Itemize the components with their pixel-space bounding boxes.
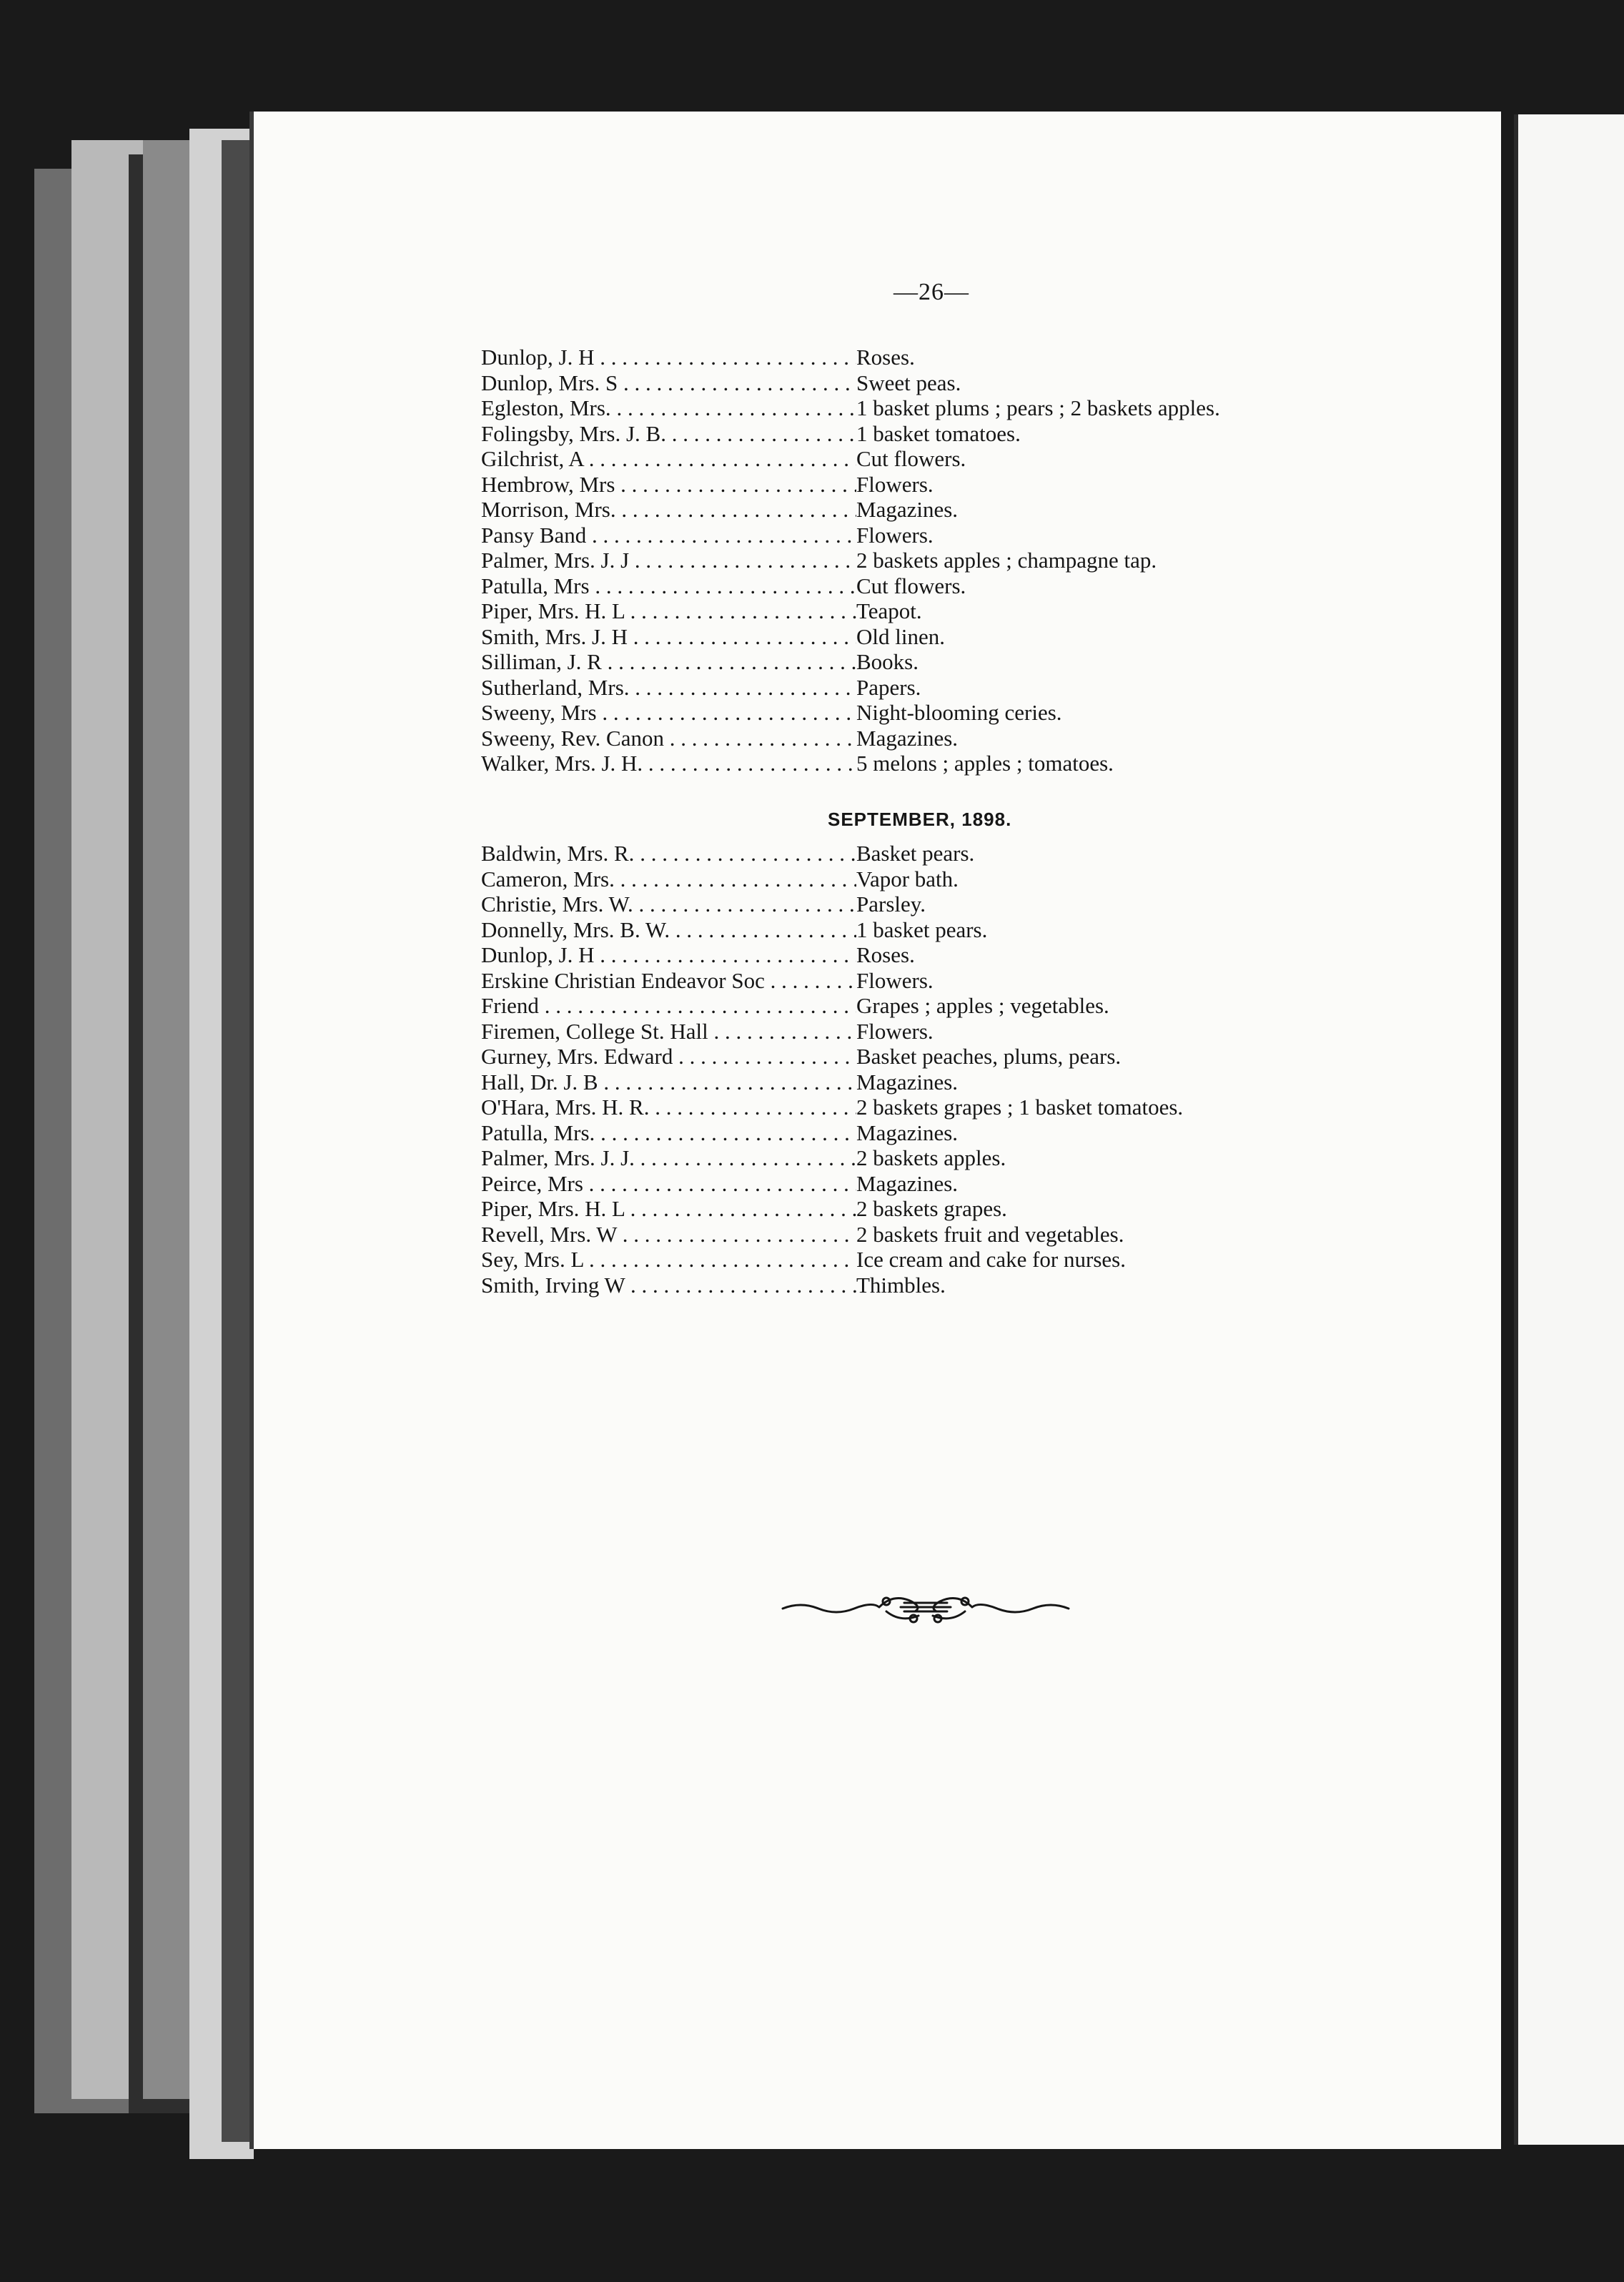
list-item — [481, 1044, 1410, 1070]
donation-description: 1 basket pears. — [856, 917, 988, 942]
list-item — [481, 841, 1410, 866]
donation-description: Magazines. — [856, 725, 959, 751]
ornament-divider — [779, 1586, 1072, 1629]
donation-description: Cut flowers. — [856, 573, 966, 598]
donation-description: Thimbles. — [856, 1272, 946, 1298]
donation-description: 2 baskets fruit and vegetables. — [856, 1221, 1124, 1247]
donor-name: Smith, Mrs. J. H . . . — [481, 624, 856, 650]
donor-name: Dunlop, Mrs. S . . . — [481, 370, 856, 396]
donation-description: Vapor bath. — [856, 866, 959, 891]
back-page-edge — [222, 140, 254, 2142]
donation-description: Basket pears. — [856, 841, 975, 866]
donation-description: Cut flowers. — [856, 446, 966, 471]
list-item — [481, 1070, 1410, 1095]
list-item — [481, 675, 1410, 701]
donor-name: Revell, Mrs. W . . . — [481, 1222, 856, 1248]
donation-description: Flowers. — [856, 1018, 934, 1044]
list-item — [481, 548, 1410, 573]
donor-name: Patulla, Mrs . . . — [481, 573, 856, 599]
donor-name: Baldwin, Mrs. R. . . . — [481, 841, 856, 866]
donation-description: 5 melons ; apples ; tomatoes. — [856, 751, 1114, 776]
donation-description: Night-blooming ceries. — [856, 700, 1062, 725]
donation-description: Roses. — [856, 942, 915, 967]
donor-name: Sweeny, Mrs . . . — [481, 700, 856, 726]
list-item — [481, 1171, 1410, 1197]
donation-description: Roses. — [856, 345, 915, 370]
list-item — [481, 891, 1410, 917]
list-item — [481, 866, 1410, 892]
donation-description: 1 basket tomatoes. — [856, 420, 1021, 446]
donor-name: Hembrow, Mrs . . . — [481, 472, 856, 498]
donation-description: Magazines. — [856, 497, 959, 522]
donation-description: Magazines. — [856, 1170, 959, 1196]
donor-name: Erskine Christian Endeavor Soc . . . — [481, 968, 856, 994]
donor-name: Egleston, Mrs. . . . — [481, 395, 856, 421]
donor-name: Palmer, Mrs. J. J . . . — [481, 548, 856, 573]
donation-description: 2 baskets apples. — [856, 1145, 1006, 1170]
list-item — [481, 1247, 1410, 1273]
donation-description: Flowers. — [856, 522, 934, 548]
donation-description: 2 baskets grapes ; 1 basket tomatoes. — [856, 1095, 1184, 1120]
page-number: —26— — [893, 279, 969, 305]
donor-name: Cameron, Mrs. . . . — [481, 866, 856, 892]
donor-name: Morrison, Mrs. . . . — [481, 497, 856, 523]
document-page — [254, 112, 1501, 2149]
list-item — [481, 598, 1410, 624]
list-item — [481, 497, 1410, 523]
list-item — [481, 421, 1410, 447]
donation-description: Books. — [856, 649, 919, 674]
donation-description: 2 baskets grapes. — [856, 1196, 1007, 1221]
donor-name: Dunlop, J. H . . . — [481, 942, 856, 968]
list-item — [481, 993, 1410, 1019]
list-item — [481, 726, 1410, 751]
list-item — [481, 1095, 1410, 1120]
section-heading-september: SEPTEMBER, 1898. — [828, 809, 1012, 830]
list-item — [481, 472, 1410, 498]
donor-name: Sey, Mrs. L . . . — [481, 1247, 856, 1273]
donor-name: Patulla, Mrs. . . . — [481, 1120, 856, 1146]
donor-name: Piper, Mrs. H. L . . . — [481, 598, 856, 624]
donation-description: Old linen. — [856, 623, 945, 649]
donor-name: Dunlop, J. H . . . — [481, 345, 856, 370]
donor-name: Sutherland, Mrs. . . . — [481, 675, 856, 701]
donor-name: O'Hara, Mrs. H. R. . . . — [481, 1095, 856, 1120]
donor-name: Silliman, J. R . . . — [481, 649, 856, 675]
list-item — [481, 1019, 1410, 1044]
donation-description: Teapot. — [856, 598, 922, 623]
list-item — [481, 649, 1410, 675]
donation-description: Magazines. — [856, 1069, 959, 1095]
donation-list-september — [481, 841, 1410, 1298]
donation-description: Grapes ; apples ; vegetables. — [856, 993, 1109, 1018]
donation-description: Sweet peas. — [856, 370, 961, 395]
donor-name: Peirce, Mrs . . . — [481, 1171, 856, 1197]
donor-name: Friend . . . — [481, 993, 856, 1019]
list-item — [481, 395, 1410, 421]
list-item — [481, 968, 1410, 994]
list-item — [481, 1145, 1410, 1171]
list-item — [481, 345, 1410, 370]
donation-description: Ice cream and cake for nurses. — [856, 1247, 1126, 1272]
donor-name: Gurney, Mrs. Edward . . . — [481, 1044, 856, 1070]
list-item — [481, 700, 1410, 726]
list-item — [481, 446, 1410, 472]
donor-name: Smith, Irving W . . . — [481, 1273, 856, 1298]
list-item — [481, 523, 1410, 548]
donor-name: Firemen, College St. Hall . . . — [481, 1019, 856, 1044]
donor-name: Walker, Mrs. J. H. . . . — [481, 751, 856, 776]
donation-list-august — [481, 345, 1410, 776]
donor-name: Piper, Mrs. H. L . . . — [481, 1196, 856, 1222]
list-item — [481, 1196, 1410, 1222]
donation-description: Flowers. — [856, 471, 934, 497]
list-item — [481, 1222, 1410, 1248]
donation-description: 1 basket plums ; pears ; 2 baskets apples. — [856, 395, 1220, 420]
list-item — [481, 624, 1410, 650]
donation-description: 2 baskets apples ; champagne tap. — [856, 548, 1157, 573]
donation-description: Magazines. — [856, 1120, 959, 1145]
list-item — [481, 1273, 1410, 1298]
donor-name: Gilchrist, A . . . — [481, 446, 856, 472]
donor-name: Christie, Mrs. W. . . . — [481, 891, 856, 917]
donation-description: Basket peaches, plums, pears. — [856, 1044, 1122, 1069]
donor-name: Sweeny, Rev. Canon . . . — [481, 726, 856, 751]
donor-name: Donnelly, Mrs. B. W. . . . — [481, 917, 856, 943]
list-item — [481, 942, 1410, 968]
list-item — [481, 917, 1410, 943]
donor-name: Hall, Dr. J. B . . . — [481, 1070, 856, 1095]
list-item — [481, 573, 1410, 599]
donation-description: Papers. — [856, 674, 921, 700]
list-item — [481, 751, 1410, 776]
donor-name: Pansy Band . . . — [481, 523, 856, 548]
donor-name: Palmer, Mrs. J. J. . . . — [481, 1145, 856, 1171]
donor-name: Folingsby, Mrs. J. B. . . . — [481, 421, 856, 447]
facing-page-edge — [1514, 114, 1624, 2145]
donation-description: Flowers. — [856, 967, 934, 993]
donation-description: Parsley. — [856, 891, 926, 917]
list-item — [481, 1120, 1410, 1146]
list-item — [481, 370, 1410, 396]
